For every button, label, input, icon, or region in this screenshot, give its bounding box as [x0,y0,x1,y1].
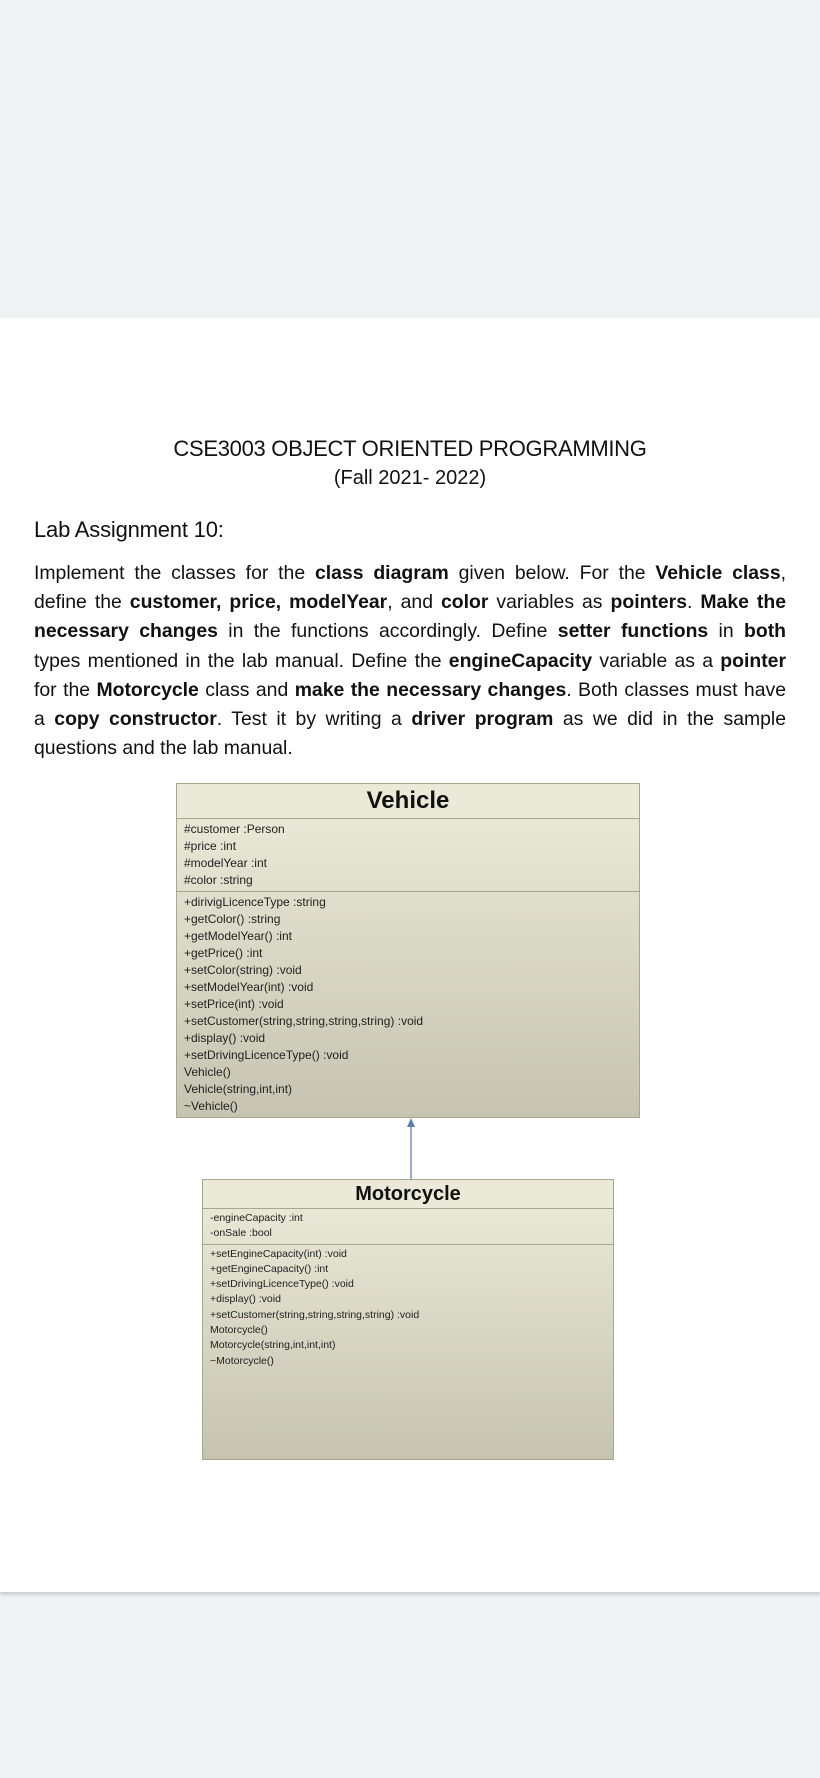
class-member: +setPrice(int) :void [184,997,284,1011]
vehicle-class-box [176,783,640,1118]
class-member: #customer :Person [184,822,285,836]
operations-section [177,892,639,1117]
instructions-segment: , and [387,591,441,614]
class-member: ~Vehicle() [184,1099,238,1113]
instructions-segment: in [708,620,745,643]
instructions-segment: driver program [411,708,554,731]
instructions-segment: variable as a [592,649,721,672]
class-member: #color :string [184,873,253,887]
instructions-segment: variables as [488,591,611,614]
instructions-segment: both [744,620,787,643]
class-member: ~Motorcycle() [210,1354,274,1367]
class-member: +getEngineCapacity() :int [210,1262,329,1275]
class-name: Vehicle [177,784,639,819]
instructions-segment: in the functions accordingly. Define [217,620,558,643]
class-member: +getPrice() :int [184,946,263,960]
class-name: Motorcycle [203,1180,613,1209]
class-member: #price :int [184,839,237,853]
class-member: +setDrivingLicenceType() :void [210,1278,354,1291]
inheritance-arrow [396,1115,426,1181]
class-member: +setColor(string) :void [184,963,302,977]
instructions-segment: , define the [34,562,787,614]
class-member: +dirivigLicenceType :string [184,895,326,909]
instructions-segment: Motorcycle [96,678,199,701]
class-member: +setEngineCapacity(int) :void [210,1247,347,1260]
instructions-segment: given below. For the [448,562,656,584]
instructions-segment: make the necessary changes [294,678,567,701]
class-member: +setModelYear(int) :void [184,980,314,994]
instructions-segment: . [687,591,701,614]
class-member: -onSale :bool [210,1227,272,1240]
instructions-segment: Make the necessary changes [34,591,787,643]
class-member: +display() :void [184,1031,266,1045]
term-subtitle: (Fall 2021- 2022) [333,467,487,489]
motorcycle-class-box [202,1179,614,1460]
instructions-segment: . Both classes must have a [34,678,786,731]
instructions-segment: types mentioned in the lab manual. Define the [34,649,449,672]
class-member: Motorcycle() [210,1324,268,1337]
instructions-segment: as we did in the sample questions and the lab manual. [34,708,787,760]
attributes-section [203,1209,613,1245]
class-member: #modelYear :int [184,856,267,870]
instructions-segment: class diagram [314,562,449,584]
course-title: CSE3003 OBJECT ORIENTED PROGRAMMING [173,436,647,461]
instructions-segment: engineCapacity [448,649,593,672]
instructions-segment: customer, price, modelYear [129,591,388,614]
class-member: Motorcycle(string,int,int,int) [210,1339,336,1352]
instructions-segment: . Test it by writing a [216,708,412,731]
class-member: +setCustomer(string,string,string,string) :void [184,1014,424,1028]
instructions-segment: Vehicle class [655,562,781,584]
class-member: Vehicle(string,int,int) [184,1082,293,1096]
class-member: +setDrivingLicenceType() :void [184,1048,349,1062]
instructions-segment: setter functions [557,620,709,643]
class-member: -engineCapacity :int [210,1212,303,1224]
class-member: +setCustomer(string,string,string,string) :void [210,1308,420,1321]
lab-heading: Lab Assignment 10: [34,517,224,542]
attributes-section [177,819,639,892]
instructions-segment: copy constructor [54,708,217,731]
instructions-segment: color [440,591,489,614]
instructions-segment: class and [198,678,295,701]
instructions-paragraph [34,559,786,763]
operations-section [203,1245,613,1371]
instructions-segment: pointers [610,591,687,614]
class-member: +getModelYear() :int [184,929,292,943]
class-member: +display() :void [210,1293,281,1306]
class-member: +getColor() :string [184,912,281,926]
instructions-segment: Implement the classes for the [34,562,315,584]
instructions-segment: pointer [720,649,786,672]
class-member: Vehicle() [184,1065,231,1079]
instructions-segment: for the [34,678,97,701]
